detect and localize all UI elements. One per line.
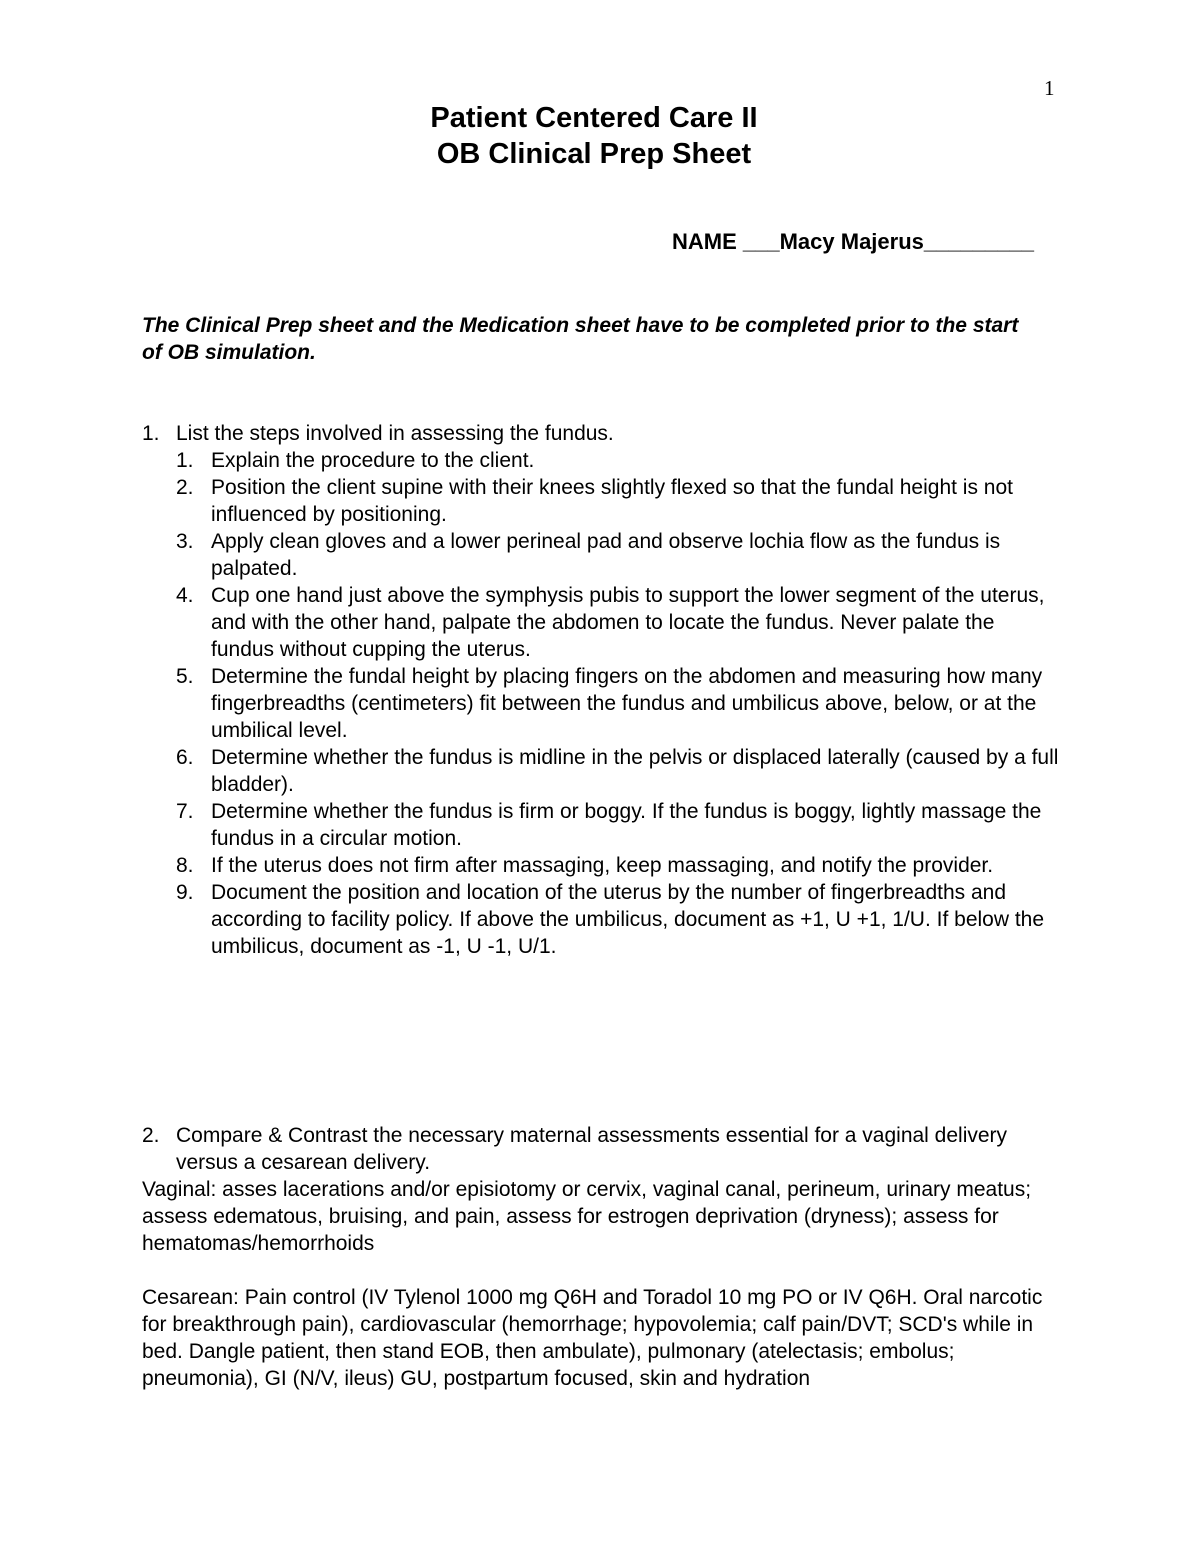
question-2-number: 2.	[142, 1124, 160, 1147]
title-line-1: Patient Centered Care II	[430, 102, 758, 134]
question-1	[142, 420, 1062, 960]
question-1-text: List the steps involved in assessing the fundus.	[176, 422, 614, 445]
fundus-step: 4. Cup one hand just above the symphysis pubis to support the lower segment of the uterus, and with the other hand, palpate the abdomen to locate the fundus. Never palate the fundus without cupping the uterus.	[176, 584, 1045, 661]
fundus-step: 1. Explain the procedure to the client.	[176, 449, 535, 472]
document-title	[0, 100, 1188, 172]
cesarean-answer: Cesarean: Pain control (IV Tylenol 1000 mg Q6H and Toradol 10 mg PO or IV Q6H. Oral narcotic for breakthrough pain), cardiovascular (hemorrhage; hypovolemia; calf pain/DVT; SCD's while in bed. Dangle patient, then stand EOB, then ambulate), pulmonary (atelectasis; embolus; pneumonia), GI (N/V, ileus) GU, postpartum focused, skin and hydration	[142, 1286, 1043, 1390]
fundus-step: 8. If the uterus does not firm after massaging, keep massaging, and notify the provider.	[176, 854, 994, 877]
fundus-step: 9. Document the position and location of the uterus by the number of fingerbreadths and according to facility policy. If above the umbilicus, document as +1, U +1, 1/U. If below the umbilicus, document as -1, U -1, U/1.	[176, 881, 1045, 958]
student-name-line: NAME ___Macy Majerus_________	[672, 229, 1035, 254]
fundus-step: 3. Apply clean gloves and a lower perineal pad and observe lochia flow as the fundus is palpated.	[176, 530, 1001, 580]
page-number: 1	[1044, 76, 1055, 100]
fundus-step: 5. Determine the fundal height by placing fingers on the abdomen and measuring how many fingerbreadths (centimeters) fit between the fundus and umbilicus above, below, or at the umbilical level.	[176, 665, 1043, 742]
question-1-number: 1.	[142, 422, 160, 445]
question-2-prompt	[142, 1122, 1062, 1176]
fundus-step: 6. Determine whether the fundus is midline in the pelvis or displaced laterally (caused by a full bladder).	[176, 746, 1059, 796]
fundus-step: 2. Position the client supine with their knees slightly flexed so that the fundal height is not influenced by positioning.	[176, 476, 1013, 526]
paragraph-gap	[142, 1257, 1062, 1284]
fundus-step: 7. Determine whether the fundus is firm or boggy. If the fundus is boggy, lightly massage the fundus in a circular motion.	[176, 800, 1042, 850]
fundus-steps-list	[142, 447, 1062, 960]
vaginal-answer: Vaginal: asses lacerations and/or episiotomy or cervix, vaginal canal, perineum, urinary meatus; assess edematous, bruising, and pain, assess for estrogen deprivation (dryness); assess for hematomas/hemorrhoids	[142, 1178, 1032, 1255]
question-2-text: Compare & Contrast the necessary maternal assessments essential for a vaginal delivery versus a cesarean delivery.	[176, 1124, 1008, 1174]
question-2	[142, 1122, 1062, 1392]
instructions-note: The Clinical Prep sheet and the Medication sheet have to be completed prior to the start of OB simulation.	[142, 314, 1019, 364]
title-line-2: OB Clinical Prep Sheet	[436, 138, 752, 170]
question-1-prompt	[142, 420, 1062, 447]
